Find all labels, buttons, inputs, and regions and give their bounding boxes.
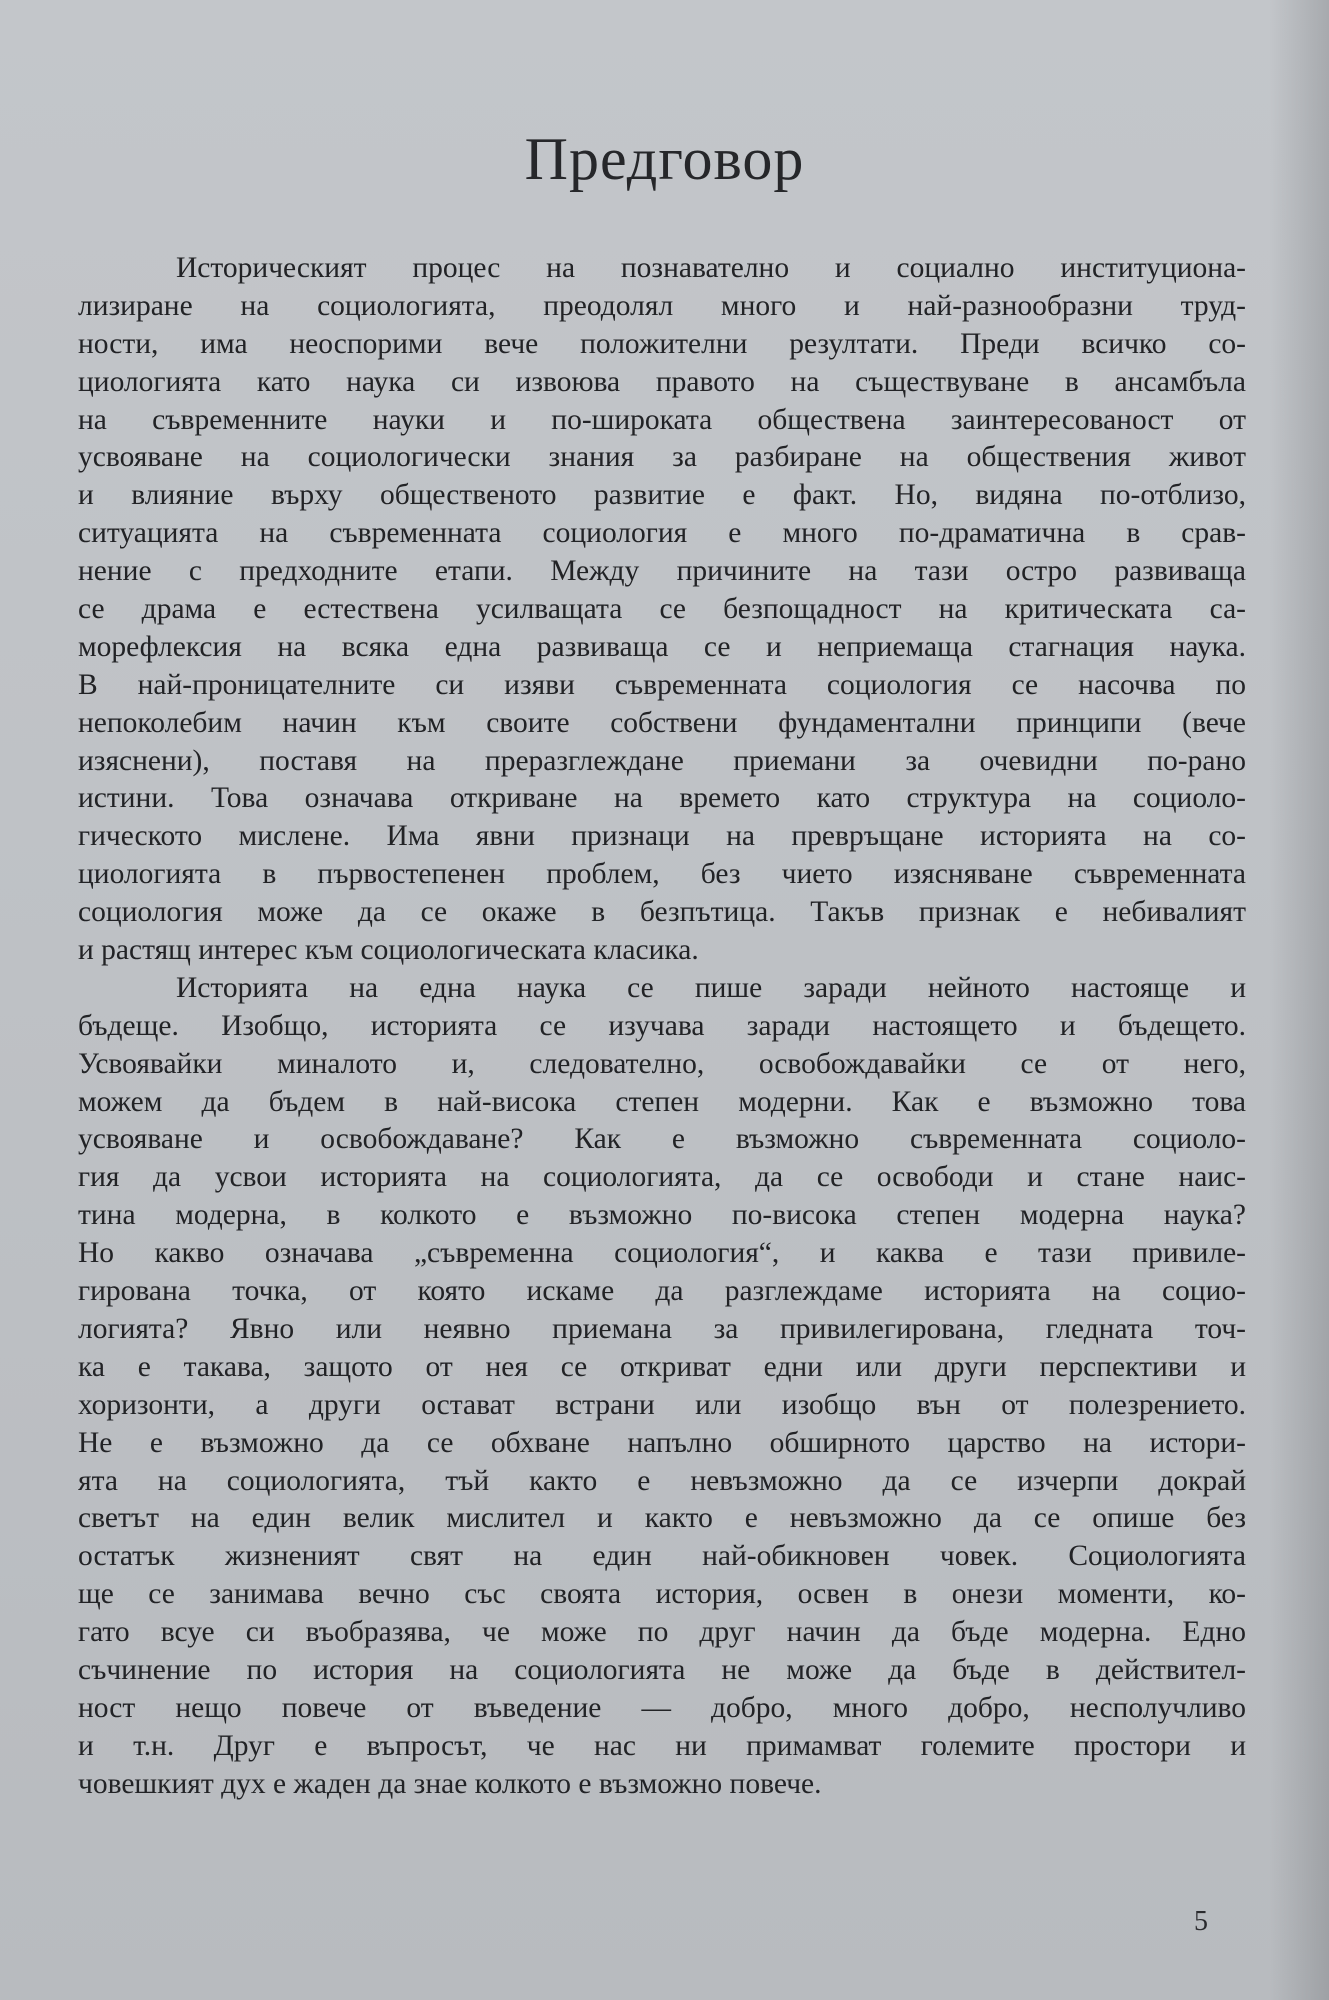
text-line: остатък жизненият свят на един най-обикновен човек. Социологията bbox=[78, 1540, 1246, 1573]
text-line: морефлексия на всяка една развиваща се и неприемаща стагнация наука. bbox=[78, 630, 1246, 663]
page-edge-shadow bbox=[1269, 0, 1329, 2000]
text-line: истини. Това означава откриване на времето като структура на социоло- bbox=[78, 782, 1246, 815]
text-line: ще се занимава вечно със своята история, освен в онези моменти, ко- bbox=[78, 1578, 1246, 1611]
text-line: съчинение по история на социологията не може да бъде в действител- bbox=[78, 1653, 1246, 1686]
text-line: усвояване и освобождаване? Как е възможно съвременната социоло- bbox=[78, 1123, 1246, 1156]
text-line: лизиране на социологията, преодолял много и най-разнообразни труд- bbox=[78, 289, 1246, 322]
text-line: тина модерна, в колкото е възможно по-висока степен модерна наука? bbox=[78, 1199, 1246, 1232]
text-line: циологията като наука си извоюва правото на съществуване в ансамбъла bbox=[78, 365, 1246, 398]
text-line: можем да бъдем в най-висока степен модерни. Как е възможно това bbox=[78, 1085, 1246, 1118]
text-line: ка е такава, защото от нея се откриват едни или други перспективи и bbox=[78, 1350, 1246, 1383]
text-line: Историята на една наука се пише заради нейното настояще и bbox=[176, 971, 1246, 1004]
text-line: ност нещо повече от въведение — добро, много добро, несполучливо bbox=[78, 1691, 1246, 1724]
text-line: на съвременните науки и по-широката обществена заинтересованост от bbox=[78, 403, 1246, 436]
text-line: бъдеще. Изобщо, историята се изучава заради настоящето и бъдещето. bbox=[78, 1009, 1246, 1042]
text-line: изяснени), поставя на преразглеждане приемани за очевидни по-рано bbox=[78, 744, 1246, 777]
text-line: гато всуе си въобразява, че може по друг начин да бъде модерна. Едно bbox=[78, 1616, 1246, 1649]
text-line: Не е възможно да се обхване напълно обширното царство на истори- bbox=[78, 1426, 1246, 1459]
text-line: и влияние върху общественото развитие е факт. Но, видяна по-отблизо, bbox=[78, 479, 1246, 512]
text-line: непоколебим начин към своите собствени фундаментални принципи (вече bbox=[78, 706, 1246, 739]
text-line: гия да усвои историята на социологията, да се освободи и стане наис- bbox=[78, 1161, 1246, 1194]
text-line: и растящ интерес към социологическата класика. bbox=[78, 934, 699, 967]
text-line: гирована точка, от която искаме да разглеждаме историята на социо- bbox=[78, 1275, 1246, 1308]
text-line: Историческият процес на познавателно и социално институциона- bbox=[176, 252, 1246, 284]
text-line: хоризонти, а други остават встрани или изобщо вън от полезрението. bbox=[78, 1388, 1246, 1421]
page-title: Предговор bbox=[524, 126, 805, 192]
text-line: светът на един велик мислител и както е невъзможно да се опише без bbox=[78, 1502, 1246, 1535]
page-number: 5 bbox=[1194, 1906, 1208, 1937]
text-line: В най-проницателните си изяви съвременната социология се насочва по bbox=[78, 668, 1246, 701]
text-line: Но какво означава „съвременна социология“, и каква е тази привиле- bbox=[78, 1237, 1246, 1270]
text-line: циологията в първостепенен проблем, без чието изясняване съвременната bbox=[78, 858, 1246, 891]
text-line: ситуацията на съвременната социология е много по-драматична в срав- bbox=[78, 517, 1246, 550]
text-line: и т.н. Друг е въпросът, че нас ни примамват големите простори и bbox=[78, 1729, 1246, 1762]
text-line: социология може да се окаже в безпътица. Такъв признак е небивалият bbox=[78, 896, 1246, 929]
text-line: гическото мислене. Има явни признаци на превръщане историята на со- bbox=[78, 820, 1246, 853]
paragraph-2 bbox=[78, 970, 1246, 1804]
text-line: усвояване на социологически знания за разбиране на обществения живот bbox=[78, 441, 1246, 474]
text-line: Усвоявайки миналото и, следователно, освобождавайки се от него, bbox=[78, 1047, 1246, 1080]
text-line: нение с предходните етапи. Между причините на тази остро развиваща bbox=[78, 555, 1246, 588]
body-text bbox=[78, 250, 1246, 1804]
text-line: ята на социологията, тъй както е невъзможно да се изчерпи докрай bbox=[78, 1464, 1246, 1497]
text-line: ности, има неоспорими вече положителни резултати. Преди всичко со- bbox=[78, 327, 1246, 360]
text-line: логията? Явно или неявно приемана за привилегирована, гледната точ- bbox=[78, 1312, 1246, 1345]
paragraph-1 bbox=[78, 250, 1246, 970]
text-line: човешкият дух е жаден да знае колкото е възможно повече. bbox=[78, 1767, 822, 1800]
text-line: се драма е естествена усилващата се безпощадност на критическата са- bbox=[78, 593, 1246, 626]
